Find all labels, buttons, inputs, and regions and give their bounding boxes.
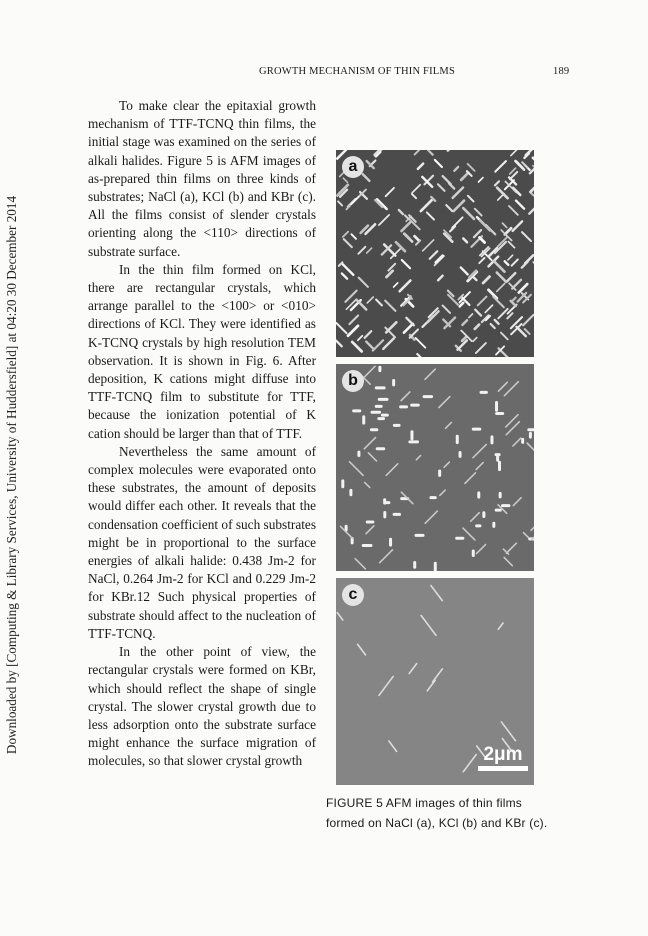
afm-image-kcl	[336, 364, 534, 571]
scale-bar-label: 2μm	[483, 744, 523, 765]
body-paragraph: Nevertheless the same amount of complex molecules were evaporated onto these substrates, the amount of deposits would differ each other. It reveals that the condensation coefficient of such substrates might be in proportional to the surface energies of alkali halide: 0.438 Jm-2 for NaCl, 0.264 Jm-2 for KCl and 0.229 Jm-2 for KBr.12 Such physical properties of substrate should affect to the nucleation of TTF-TCNQ.	[88, 443, 316, 641]
afm-micrograph-a	[336, 150, 534, 357]
figure-5	[336, 150, 534, 792]
running-header	[0, 66, 648, 82]
panel-label-c: c	[342, 584, 364, 606]
scale-bar-line	[478, 766, 528, 771]
afm-image-nacl	[336, 150, 534, 357]
download-margin-note	[2, 180, 22, 770]
figure-caption: FIGURE 5 AFM images of thin films formed on NaCl (a), KCl (b) and KBr (c).	[326, 796, 548, 830]
body-paragraph: In the thin film formed on KCl, there are rectangular crystals, which arrange parallel to the <100> or <010> directions of KCl. They were identified as K-TCNQ crystals by high resolution TEM observation. It is shown in Fig. 6. After deposition, K cations might diffuse into TTF-TCNQ film to substitute for TTF, because the ionization potential of K cation should be larger than that of TTF.	[88, 261, 316, 441]
panel-label-a: a	[342, 156, 364, 178]
scale-bar	[478, 745, 528, 771]
download-margin-text: Downloaded by [Computing & Library Services, University of Huddersfield] at 04:20 30 December 2014	[4, 195, 19, 755]
page-number: 189	[553, 66, 570, 77]
body-paragraph: In the other point of view, the rectangular crystals were formed on KBr, which should reflect the shape of single crystal. The slower crystal growth due to less adsorption onto the substrate surface might enhance the surface migration of molecules, so that slower crystal growth	[88, 644, 316, 769]
body-paragraph: To make clear the epitaxial growth mechanism of TTF-TCNQ thin films, the initial stage was examined on the series of alkali halides. Figure 5 is AFM images of as-prepared thin films on three kinds of substrates; NaCl (a), KCl (b) and KBr (c). All the films consist of slender crystals orienting along the <110> directions of substrate surface.	[88, 98, 316, 259]
panel-label-b: b	[342, 370, 364, 392]
body-text-column	[88, 97, 316, 771]
afm-micrograph-b	[336, 364, 534, 571]
afm-image-kbr	[336, 578, 534, 785]
running-title: GROWTH MECHANISM OF THIN FILMS	[259, 66, 455, 77]
